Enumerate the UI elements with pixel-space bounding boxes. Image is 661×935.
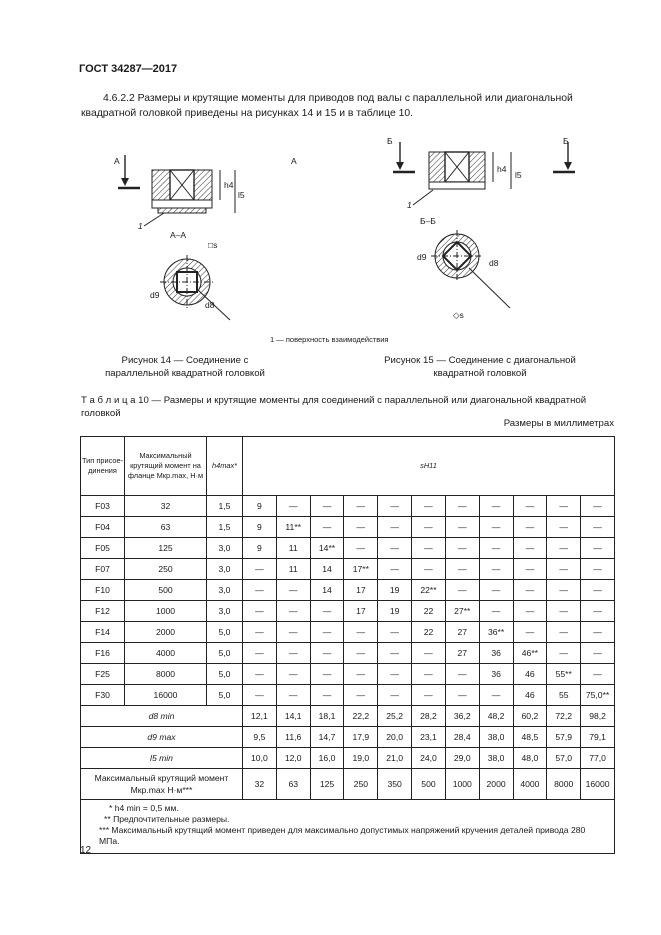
fig14-s-label: □s: [208, 240, 218, 250]
figure-15-caption: Рисунок 15 — Соединение с диагональной квадратной головкой: [384, 355, 576, 379]
cell-dimension: 38,0: [479, 748, 513, 769]
cell-s: —: [547, 580, 581, 601]
cell-s: 27: [445, 622, 479, 643]
cell-dimension: 38,0: [479, 727, 513, 748]
cell-s: 11: [276, 538, 310, 559]
cell-s: —: [547, 538, 581, 559]
cell-dimension: 48,0: [513, 748, 547, 769]
cell-s: —: [276, 664, 310, 685]
cell-type: F25: [81, 664, 125, 685]
cell-s: 14**: [310, 538, 344, 559]
cell-s: 9: [243, 517, 277, 538]
cell-s: 55: [547, 685, 581, 706]
cell-s: —: [445, 538, 479, 559]
fig14-h4-label: h4: [224, 180, 234, 190]
cell-s: —: [581, 664, 615, 685]
cell-s: —: [243, 664, 277, 685]
cell-s: —: [310, 496, 344, 517]
fig14-d9-label: d9: [150, 290, 160, 300]
cell-max-torque: 32: [243, 769, 277, 800]
cell-s: 14: [310, 559, 344, 580]
cell-dimension: 36,2: [445, 706, 479, 727]
cell-s: —: [276, 685, 310, 706]
cell-max-torque: 125: [310, 769, 344, 800]
dimension-label: d8 min: [81, 706, 243, 727]
fig15-section-label: Б–Б: [420, 216, 436, 226]
cell-type: F12: [81, 601, 125, 622]
cell-s: —: [310, 601, 344, 622]
cell-s: —: [412, 685, 446, 706]
cell-s: —: [445, 517, 479, 538]
cell-dimension: 12,0: [276, 748, 310, 769]
notes-row: [81, 800, 615, 854]
cell-s: —: [310, 685, 344, 706]
cell-s: —: [310, 622, 344, 643]
cell-s: 46: [513, 664, 547, 685]
cell-max-torque: 1000: [445, 769, 479, 800]
table-note: ** Предпочтительные размеры.: [104, 814, 230, 824]
cell-dimension: 21,0: [378, 748, 412, 769]
table-row: [81, 643, 615, 664]
cell-s: 22: [412, 601, 446, 622]
cell-max-torque: 16000: [581, 769, 615, 800]
cell-s: 36**: [479, 622, 513, 643]
table-row: [81, 622, 615, 643]
fig14-d8-label: d8: [205, 300, 215, 310]
cell-h4: 1,5: [207, 517, 243, 538]
cell-s: —: [378, 538, 412, 559]
figure-14-caption: Рисунок 14 — Соединение с параллельной квадратной головкой: [105, 355, 265, 379]
cell-s: —: [344, 538, 378, 559]
cell-s: —: [513, 601, 547, 622]
cell-s: 22: [412, 622, 446, 643]
cell-s: —: [547, 643, 581, 664]
cell-s: —: [547, 559, 581, 580]
cell-s: 11**: [276, 517, 310, 538]
cell-s: —: [445, 685, 479, 706]
cell-s: —: [243, 601, 277, 622]
cell-max-torque: 8000: [547, 769, 581, 800]
cell-torque: 32: [125, 496, 207, 517]
cell-dimension: 48,2: [479, 706, 513, 727]
table-note: * h4 min = 0,5 мм.: [109, 803, 179, 813]
cell-s: 75,0**: [581, 685, 615, 706]
dimension-row: [81, 706, 615, 727]
cell-dimension: 17,9: [344, 727, 378, 748]
page-number: 12: [80, 845, 92, 856]
cell-h4: 5,0: [207, 685, 243, 706]
cell-s: —: [243, 643, 277, 664]
figure-15-drawing: [385, 128, 585, 328]
cell-s: —: [243, 685, 277, 706]
cell-s: —: [547, 601, 581, 622]
cell-s: —: [276, 496, 310, 517]
cell-s: —: [581, 622, 615, 643]
table-notes: [81, 800, 615, 854]
cell-s: —: [378, 664, 412, 685]
cell-s: —: [445, 664, 479, 685]
cell-dimension: 28,4: [445, 727, 479, 748]
cell-s: —: [445, 580, 479, 601]
section-paragraph: 4.6.2.2 Размеры и крутящие моменты для приводов под валы с параллельной или диагональной квадратной головкой приведены на рисунках 14 и 15 и в таблице 10.: [81, 93, 573, 119]
table-row: [81, 559, 615, 580]
cell-type: F14: [81, 622, 125, 643]
cell-dimension: 98,2: [581, 706, 615, 727]
cell-s: 17: [344, 601, 378, 622]
fig15-d9-label: d9: [417, 252, 427, 262]
table-row: [81, 664, 615, 685]
fig14-view-label-right: А: [291, 156, 297, 166]
cell-dimension: 77,0: [581, 748, 615, 769]
header-h4: h4max*: [207, 437, 243, 496]
cell-s: 9: [243, 496, 277, 517]
cell-type: F05: [81, 538, 125, 559]
cell-h4: 5,0: [207, 643, 243, 664]
cell-s: —: [479, 538, 513, 559]
cell-s: 36: [479, 643, 513, 664]
cell-s: 27**: [445, 601, 479, 622]
cell-dimension: 48,5: [513, 727, 547, 748]
cell-s: 9: [243, 538, 277, 559]
cell-s: —: [412, 664, 446, 685]
cell-max-torque: 4000: [513, 769, 547, 800]
cell-s: —: [479, 685, 513, 706]
cell-s: 55**: [547, 664, 581, 685]
cell-dimension: 29,0: [445, 748, 479, 769]
cell-s: —: [310, 517, 344, 538]
cell-s: —: [479, 496, 513, 517]
dimension-row: [81, 748, 615, 769]
cell-type: F07: [81, 559, 125, 580]
cell-s: —: [276, 580, 310, 601]
fig14-view-label-left: А: [114, 156, 120, 166]
fig15-callout: 1: [407, 200, 412, 210]
max-torque-label: Максимальный крутящий момент Mкр.max Н·м***: [81, 769, 243, 800]
cell-s: 14: [310, 580, 344, 601]
cell-s: —: [344, 622, 378, 643]
cell-torque: 500: [125, 580, 207, 601]
cell-s: —: [581, 559, 615, 580]
fig15-d8-label: d8: [489, 258, 499, 268]
cell-dimension: 16,0: [310, 748, 344, 769]
cell-s: 22**: [412, 580, 446, 601]
cell-s: —: [581, 580, 615, 601]
cell-s: —: [513, 496, 547, 517]
cell-s: 11: [276, 559, 310, 580]
cell-s: —: [378, 496, 412, 517]
cell-h4: 3,0: [207, 538, 243, 559]
cell-s: —: [378, 559, 412, 580]
cell-s: —: [513, 622, 547, 643]
figure-14-drawing: [110, 140, 297, 335]
cell-s: —: [344, 664, 378, 685]
cell-s: 46: [513, 685, 547, 706]
cell-s: 27: [445, 643, 479, 664]
cell-dimension: 20,0: [378, 727, 412, 748]
header-type: Тип присое-динения: [81, 437, 125, 496]
cell-s: 17: [344, 580, 378, 601]
cell-dimension: 12,1: [243, 706, 277, 727]
cell-h4: 5,0: [207, 664, 243, 685]
cell-dimension: 79,1: [581, 727, 615, 748]
cell-s: —: [513, 538, 547, 559]
header-s: sH11: [243, 437, 615, 496]
cell-torque: 63: [125, 517, 207, 538]
fig14-l5-label: l5: [238, 190, 245, 200]
fig15-h4-label: h4: [497, 164, 507, 174]
cell-s: —: [581, 496, 615, 517]
cell-s: —: [412, 559, 446, 580]
cell-max-torque: 63: [276, 769, 310, 800]
cell-s: —: [479, 517, 513, 538]
cell-torque: 2000: [125, 622, 207, 643]
cell-h4: 5,0: [207, 622, 243, 643]
cell-dimension: 10,0: [243, 748, 277, 769]
cell-dimension: 9,5: [243, 727, 277, 748]
cell-s: —: [547, 622, 581, 643]
cell-s: —: [513, 580, 547, 601]
cell-s: —: [547, 517, 581, 538]
table-caption: [81, 394, 615, 420]
cell-s: —: [412, 538, 446, 559]
cell-s: —: [243, 559, 277, 580]
cell-dimension: 18,1: [310, 706, 344, 727]
cell-type: F10: [81, 580, 125, 601]
cell-dimension: 19,0: [344, 748, 378, 769]
cell-max-torque: 350: [378, 769, 412, 800]
cell-max-torque: 500: [412, 769, 446, 800]
cell-type: F16: [81, 643, 125, 664]
cell-type: F30: [81, 685, 125, 706]
cell-s: —: [412, 643, 446, 664]
cell-s: —: [378, 517, 412, 538]
fig14-callout: 1: [138, 221, 143, 231]
fig15-view-label-right: Б: [563, 136, 569, 146]
table-caption-text: — Размеры и крутящие моменты для соединений с параллельной или диагональной квадратной головкой: [81, 395, 587, 419]
cell-s: —: [243, 622, 277, 643]
cell-s: 19: [378, 601, 412, 622]
cell-torque: 8000: [125, 664, 207, 685]
table-note: *** Максимальный крутящий момент приведен для максимально допустимых напряжений кручения деталей привода 280 МПа.: [99, 825, 586, 846]
fig15-l5-label: l5: [515, 170, 522, 180]
table-row: [81, 496, 615, 517]
figure-legend: 1 — поверхность взаимодействия: [270, 335, 389, 344]
cell-s: —: [581, 517, 615, 538]
cell-max-torque: 250: [344, 769, 378, 800]
table-row: [81, 517, 615, 538]
dimensions-table: [80, 436, 615, 854]
cell-s: —: [547, 496, 581, 517]
cell-h4: 3,0: [207, 559, 243, 580]
header-torque: Максимальный крутящий момент на фланце Mкр.max, Н·м: [125, 437, 207, 496]
table-row: [81, 580, 615, 601]
cell-dimension: 14,7: [310, 727, 344, 748]
cell-dimension: 57,9: [547, 727, 581, 748]
max-torque-row: [81, 769, 615, 800]
cell-dimension: 25,2: [378, 706, 412, 727]
cell-s: —: [412, 517, 446, 538]
cell-dimension: 23,1: [412, 727, 446, 748]
cell-dimension: 11,6: [276, 727, 310, 748]
cell-s: —: [276, 601, 310, 622]
cell-s: —: [479, 559, 513, 580]
cell-max-torque: 2000: [479, 769, 513, 800]
cell-dimension: 22,2: [344, 706, 378, 727]
fig15-view-label-left: Б: [387, 136, 393, 146]
cell-s: —: [276, 622, 310, 643]
cell-s: 17**: [344, 559, 378, 580]
cell-dimension: 14,1: [276, 706, 310, 727]
cell-s: —: [581, 601, 615, 622]
cell-h4: 1,5: [207, 496, 243, 517]
table-row: [81, 685, 615, 706]
cell-s: —: [581, 643, 615, 664]
fig15-s-label: ◇s: [453, 310, 464, 320]
cell-torque: 250: [125, 559, 207, 580]
cell-dimension: 57,0: [547, 748, 581, 769]
cell-s: —: [344, 643, 378, 664]
cell-s: —: [243, 580, 277, 601]
cell-s: —: [310, 643, 344, 664]
cell-h4: 3,0: [207, 580, 243, 601]
cell-s: —: [310, 664, 344, 685]
cell-s: —: [581, 538, 615, 559]
cell-s: —: [276, 643, 310, 664]
cell-dimension: 28,2: [412, 706, 446, 727]
dimension-label: d9 max: [81, 727, 243, 748]
cell-s: —: [344, 517, 378, 538]
cell-s: —: [513, 517, 547, 538]
dimension-row: [81, 727, 615, 748]
cell-s: —: [513, 559, 547, 580]
cell-s: —: [445, 559, 479, 580]
cell-s: 19: [378, 580, 412, 601]
cell-s: 46**: [513, 643, 547, 664]
cell-s: —: [479, 580, 513, 601]
cell-s: —: [479, 601, 513, 622]
cell-s: —: [344, 496, 378, 517]
cell-torque: 125: [125, 538, 207, 559]
cell-torque: 16000: [125, 685, 207, 706]
cell-s: —: [378, 685, 412, 706]
cell-torque: 1000: [125, 601, 207, 622]
table-units: Размеры в миллиметрах: [503, 418, 614, 429]
cell-s: —: [378, 643, 412, 664]
cell-dimension: 60,2: [513, 706, 547, 727]
table-caption-prefix: Т а б л и ц а 10: [81, 395, 149, 406]
table-row: [81, 538, 615, 559]
table-header-row: [81, 437, 615, 496]
cell-torque: 4000: [125, 643, 207, 664]
dimension-label: l5 min: [81, 748, 243, 769]
cell-dimension: 24,0: [412, 748, 446, 769]
cell-type: F04: [81, 517, 125, 538]
cell-dimension: 72,2: [547, 706, 581, 727]
cell-s: 36: [479, 664, 513, 685]
cell-s: —: [344, 685, 378, 706]
standard-header: ГОСТ 34287—2017: [79, 63, 178, 75]
cell-h4: 3,0: [207, 601, 243, 622]
cell-s: —: [445, 496, 479, 517]
table-row: [81, 601, 615, 622]
cell-s: —: [378, 622, 412, 643]
fig14-section-label: А–А: [170, 230, 187, 240]
cell-type: F03: [81, 496, 125, 517]
cell-s: —: [412, 496, 446, 517]
